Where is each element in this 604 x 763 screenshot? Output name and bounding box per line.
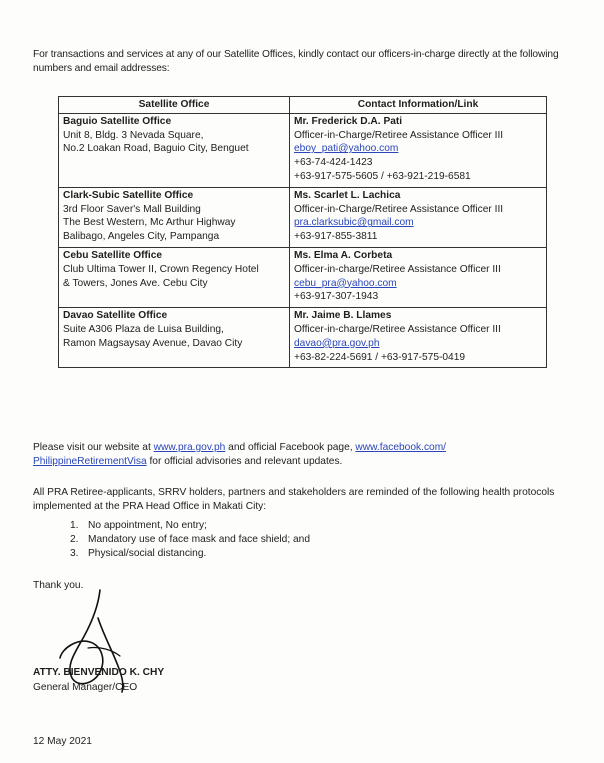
office-address-line: Suite A306 Plaza de Luisa Building, [63, 323, 224, 335]
contact-role: Officer-in-charge/Retiree Assistance Officer III [294, 263, 501, 275]
satellite-offices-table [58, 96, 547, 368]
contact-phone: +63-917-855-3811 [294, 231, 378, 243]
office-cell [59, 113, 290, 187]
contact-role: Officer-in-charge/Retiree Assistance Officer III [294, 323, 501, 335]
contact-phone: +63-82-224-5691 / +63-917-575-0419 [294, 351, 466, 363]
contact-name: Mr. Frederick D.A. Pati [294, 115, 403, 127]
office-address-line: & Towers, Jones Ave. Cebu City [63, 277, 208, 289]
contact-name: Ms. Scarlet L. Lachica [294, 189, 401, 201]
contact-email-link[interactable]: eboy_pati@yahoo.com [294, 143, 399, 155]
table-header-row [59, 97, 547, 114]
contact-cell [290, 113, 547, 187]
office-address-line: Ramon Magsaysay Avenue, Davao City [63, 337, 243, 349]
office-cell [59, 308, 290, 368]
office-name: Baguio Satellite Office [63, 115, 172, 127]
table-row [59, 187, 547, 247]
office-address-line: 3rd Floor Saver's Mall Building [63, 203, 201, 215]
contact-email-link[interactable]: pra.clarksubic@gmail.com [294, 217, 414, 229]
contact-cell [290, 187, 547, 247]
website-link[interactable]: www.pra.gov.ph [153, 442, 226, 454]
contact-cell [290, 247, 547, 307]
visit-text: Please visit our website at [33, 442, 154, 454]
table-row [59, 113, 547, 187]
closing-text: Thank you. [33, 580, 84, 591]
list-number: 3. [70, 547, 79, 559]
header-satellite-office: Satellite Office [59, 97, 290, 114]
visit-paragraph [33, 441, 573, 469]
contact-email-link[interactable]: davao@pra.gov.ph [294, 337, 380, 349]
office-cell [59, 187, 290, 247]
visit-text: and official Facebook page, [225, 442, 356, 454]
signer-name: ATTY. BIENVENIDO K. CHY [33, 667, 165, 678]
list-number: 2. [70, 533, 79, 545]
visit-text: for official advisories and relevant updates. [146, 456, 343, 468]
table-row [59, 247, 547, 307]
intro-paragraph: For transactions and services at any of our Satellite Offices, kindly contact our officers-in-charge directly at the following numbers and email addresses: [33, 49, 559, 75]
office-name: Clark-Subic Satellite Office [63, 189, 194, 201]
signer-title: General Manager/CEO [33, 682, 138, 693]
contact-email-link[interactable]: cebu_pra@yahoo.com [294, 277, 397, 289]
facebook-link-part: PhilippineRetirementVisa [33, 456, 147, 468]
health-protocols-list [70, 519, 310, 560]
header-contact-information: Contact Information/Link [290, 97, 547, 114]
list-item [70, 519, 310, 533]
office-cell [59, 247, 290, 307]
list-text: Physical/social distancing. [88, 547, 207, 559]
document-date: 12 May 2021 [33, 736, 92, 747]
table-row [59, 308, 547, 368]
office-name: Davao Satellite Office [63, 310, 168, 322]
list-item [70, 547, 310, 561]
contact-name: Mr. Jaime B. Llames [294, 310, 392, 322]
contact-role: Officer-in-Charge/Retiree Assistance Officer III [294, 129, 504, 141]
office-name: Cebu Satellite Office [63, 249, 163, 261]
signer-block [33, 665, 164, 695]
contact-phone: +63-917-307-1943 [294, 291, 379, 303]
contact-role: Officer-in-Charge/Retiree Assistance Officer III [294, 203, 504, 215]
list-number: 1. [70, 520, 79, 531]
contact-cell [290, 308, 547, 368]
office-address-line: The Best Western, Mc Arthur Highway [63, 217, 236, 229]
office-address-line: Club Ultima Tower II, Crown Regency Hotel [63, 263, 259, 275]
list-text: No appointment, No entry; [88, 520, 207, 531]
office-address-line: Unit 8, Bldg. 3 Nevada Square, [63, 129, 204, 141]
contact-phone: +63-917-575-5605 / +63-921-219-6581 [294, 170, 471, 182]
office-address-line: No.2 Loakan Road, Baguio City, Benguet [63, 143, 249, 155]
reminder-paragraph: All PRA Retiree-applicants, SRRV holders, partners and stakeholders are reminded of the following health protocols implemented at the PRA Head Office in Makati City: [33, 487, 555, 513]
facebook-link-part: www.facebook.com/ [355, 442, 447, 454]
office-address-line: Balibago, Angeles City, Pampanga [63, 231, 220, 243]
contact-phone: +63-74-424-1423 [294, 157, 373, 169]
list-item [70, 533, 310, 547]
list-text: Mandatory use of face mask and face shield; and [88, 533, 310, 545]
contact-name: Ms. Elma A. Corbeta [294, 249, 393, 261]
